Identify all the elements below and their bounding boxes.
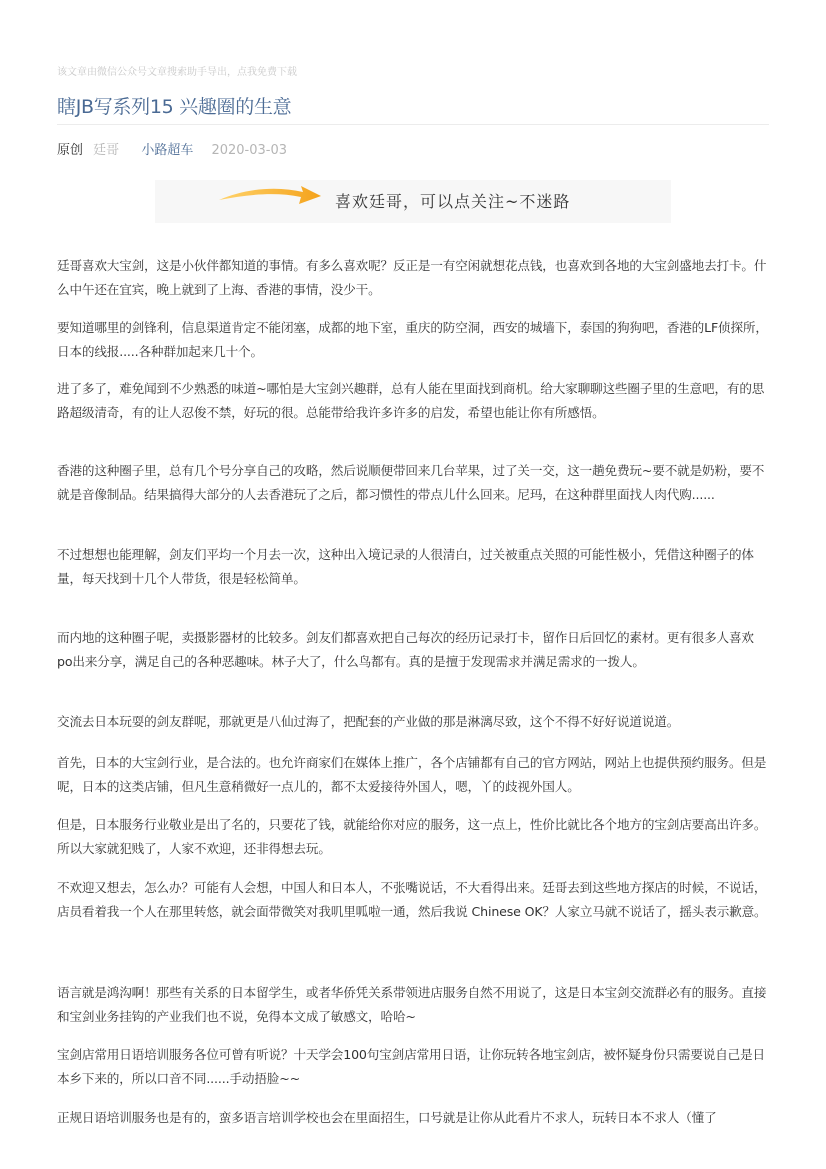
paragraph-4: 香港的这种圈子里，总有几个号分享自己的攻略，然后说顺便带回来几台苹果，过了关一交，这一趟免费玩~要不就是奶粉，要不就是音像制品。结果搞得大部分的人去香港玩了之后，都习惯性的带点儿什么回来。尼玛，在这种群里面找人肉代购...... (57, 463, 765, 502)
paragraph-1: 廷哥喜欢大宝剑，这是小伙伴都知道的事情。有多么喜欢呢？反正是一有空闲就想花点钱，也喜欢到各地的大宝剑盛地去打卡。什么中午还在宜宾，晚上就到了上海、香港的事情，没少干。 (57, 258, 767, 297)
article-meta (57, 139, 287, 158)
paragraph-12: 宝剑店常用日语培训服务各位可曾有听说？十天学会100句宝剑店常用日语，让你玩转各地宝剑店，被怀疑身份只需要说自己是日本乡下来的，所以口音不同......手动捂脸~~ (57, 1047, 765, 1086)
publish-date: 2020-03-03 (211, 143, 288, 158)
export-note-link[interactable]: 该文章由微信公众号文章搜索助手导出，点我免费下载 (57, 67, 297, 78)
title-divider (57, 124, 769, 125)
paragraph-2: 要知道哪里的剑锋利，信息渠道肯定不能闭塞，成都的地下室，重庆的防空洞，西安的城墙下，泰国的狗狗吧，香港的LF侦探所，日本的线报.....各种群加起来几十个。 (57, 320, 768, 359)
follow-banner (155, 180, 671, 223)
original-label: 原创 (57, 143, 84, 158)
paragraph-8: 首先，日本的大宝剑行业，是合法的。也允许商家们在媒体上推广，各个店铺都有自己的官方网站，网站上也提供预约服务。但是呢，日本的这类店铺，但凡生意稍微好一点儿的，都不太爱接待外国人，嗯，丫的歧视外国人。 (57, 755, 767, 794)
paragraph-13: 正规日语培训服务也是有的，蛮多语言培训学校也会在里面招生，口号就是让你从此看片不求人，玩转日本不求人（懂了 (57, 1110, 717, 1125)
paragraph-6: 而内地的这种圈子呢，卖摄影器材的比较多。剑友们都喜欢把自己每次的经历记录打卡，留作日后回忆的素材。更有很多人喜欢po出来分享，满足自己的各种恶趣味。林子大了，什么鸟都有。真的是擅于发现需求并满足需求的一拨人。 (57, 630, 754, 669)
arrow-swoosh-icon (217, 182, 337, 222)
author-name: 廷哥 (93, 143, 120, 158)
article-title: 瞎JB写系列15 兴趣圈的生意 (57, 96, 292, 118)
paragraph-10: 不欢迎又想去，怎么办？可能有人会想，中国人和日本人，不张嘴说话，不大看得出来。廷哥去到这些地方探店的时候，不说话，店员看着我一个人在那里转悠，就会面带微笑对我叽里呱啦一通，然后我说 Chinese OK？人家立马就不说话了，摇头表示歉意。 (57, 880, 767, 919)
paragraph-9: 但是，日本服务行业敬业是出了名的，只要花了钱，就能给你对应的服务，这一点上，性价比就比各个地方的宝剑店要高出许多。所以大家就犯贱了，人家不欢迎，还非得想去玩。 (57, 817, 767, 856)
paragraph-7: 交流去日本玩耍的剑友群呢，那就更是八仙过海了，把配套的产业做的那是淋漓尽致，这个不得不好好说道说道。 (57, 714, 680, 729)
paragraph-11: 语言就是鸿沟啊！那些有关系的日本留学生，或者华侨凭关系带领进店服务自然不用说了，这是日本宝剑交流群必有的服务。直接和宝剑业务挂钩的产业我们也不说，免得本文成了敏感文，哈哈~ (57, 985, 767, 1024)
paragraph-5: 不过想想也能理解，剑友们平均一个月去一次，这种出入境记录的人很清白，过关被重点关照的可能性极小，凭借这种圈子的体量，每天找到十几个人带货，很是轻松简单。 (57, 547, 754, 586)
banner-text: 喜欢廷哥，可以点关注~不迷路 (335, 192, 571, 211)
paragraph-3: 进了多了，难免闻到不少熟悉的味道~哪怕是大宝剑兴趣群，总有人能在里面找到商机。给大家聊聊这些圈子里的生意吧，有的思路超级清奇，有的让人忍俊不禁，好玩的很。总能带给我许多许多的启发，希望也能让你有所感悟。 (57, 381, 765, 420)
account-link[interactable]: 小路超车 (141, 143, 194, 158)
